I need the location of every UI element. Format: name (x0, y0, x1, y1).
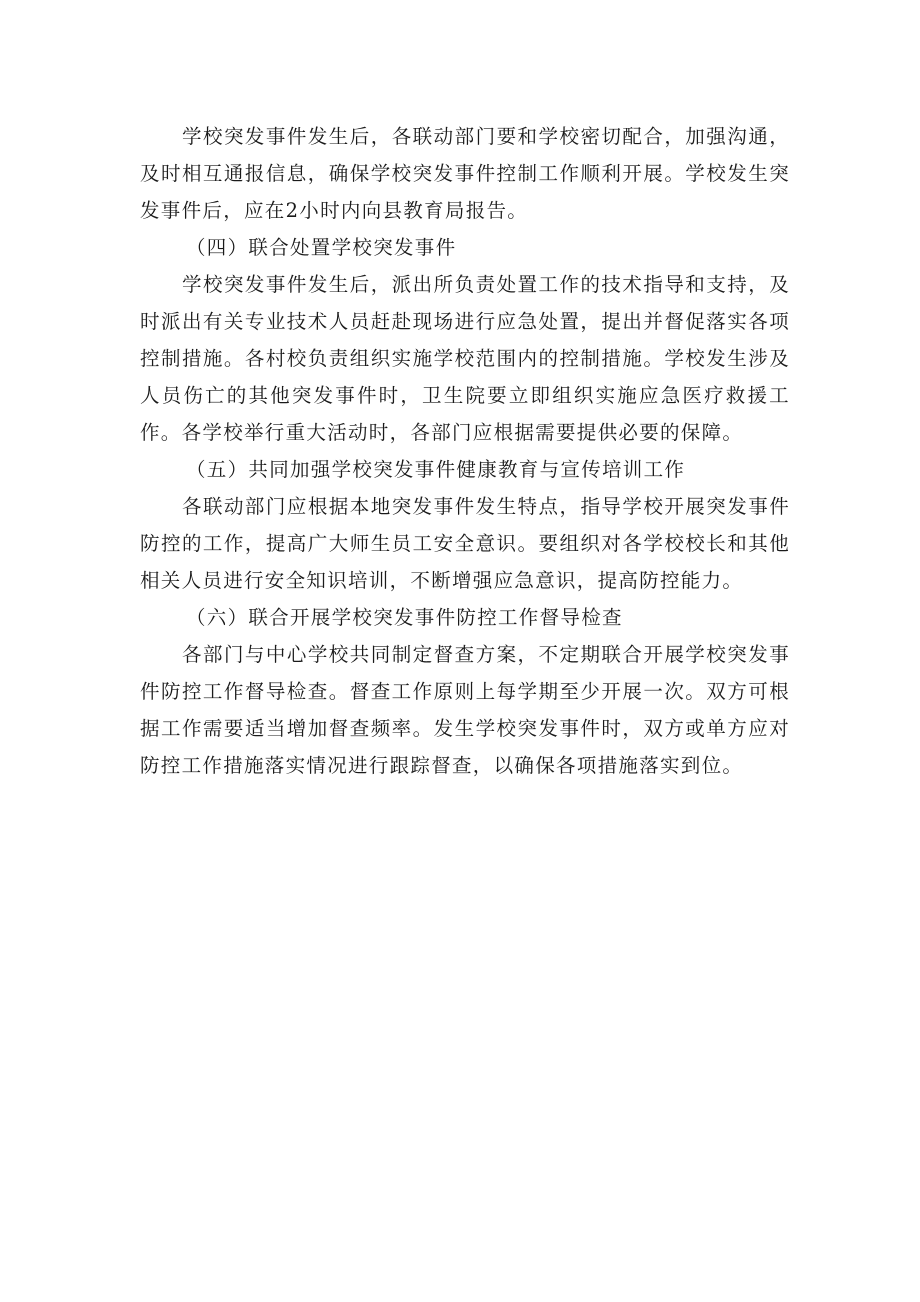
section-heading-5: （五）共同加强学校突发事件健康教育与宣传培训工作 (186, 458, 686, 481)
section-heading-4: （四）联合处置学校突发事件 (186, 236, 457, 259)
paragraph-3: 各联动部门应根据本地突发事件发生特点，指导学校开展突发事件防控的工作，提高广大师生员工安全意识。要组织对各学校校长和其他相关人员进行安全知识培训，不断增强应急意识，提高防控能力。 (140, 495, 790, 592)
paragraph-2: 学校突发事件发生后，派出所负责处置工作的技术指导和支持，及时派出有关专业技术人员赶赴现场进行应急处置，提出并督促落实各项控制措施。各村校负责组织实施学校范围内的控制措施。学校发生涉及人员伤亡的其他突发事件时，卫生院要立即组织实施应急医疗救援工作。各学校举行重大活动时，各部门应根据需要提供必要的保障。 (140, 273, 790, 444)
document-body (140, 118, 790, 784)
paragraph-4: 各部门与中心学校共同制定督查方案，不定期联合开展学校突发事件防控工作督导检查。督查工作原则上每学期至少开展一次。双方可根据工作需要适当增加督查频率。发生学校突发事件时，双方或单方应对防控工作措施落实情况进行跟踪督查，以确保各项措施落实到位。 (140, 643, 790, 777)
paragraph-1: 学校突发事件发生后，各联动部门要和学校密切配合，加强沟通，及时相互通报信息，确保学校突发事件控制工作顺利开展。学校发生突发事件后，应在2小时内向县教育局报告。 (140, 125, 790, 222)
section-heading-6: （六）联合开展学校突发事件防控工作督导检查 (186, 606, 623, 629)
